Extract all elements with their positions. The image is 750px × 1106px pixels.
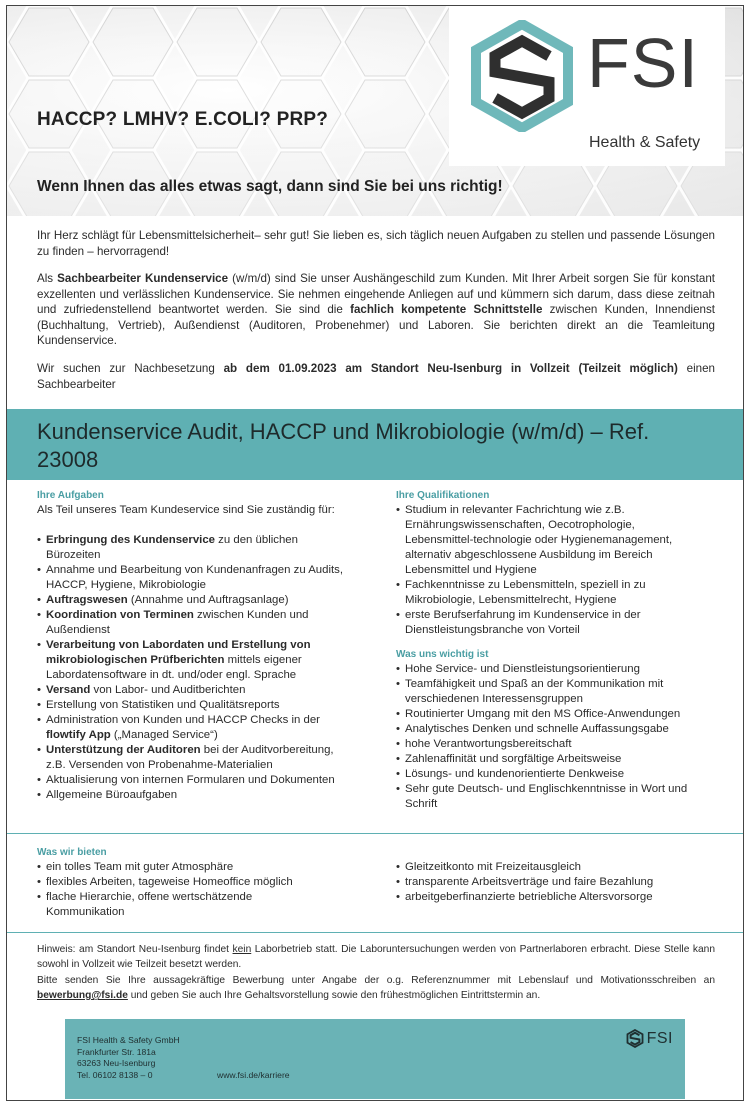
list-item-bold: Versand (46, 684, 91, 696)
list-item: • flexibles Arbeiten, tageweise Homeoffice möglich (37, 875, 327, 890)
list-item: • Lösungs- und kundenorientierte Denkweise (396, 767, 708, 782)
list-item: • Gleitzeitkonto mit Freizeitausgleich (396, 860, 716, 875)
company-street: Frankfurter Str. 181a (77, 1046, 156, 1057)
list-item-text: (Annahme und Auftragsanlage) (127, 594, 289, 606)
company-phone: Tel. 06102 8138 – 0 (77, 1069, 153, 1080)
list-item-bold: Koordination von Terminen (46, 609, 194, 621)
list-item: • Sehr gute Deutsch- und Englischkenntnisse in Wort und Schrift (396, 782, 708, 812)
company-name: FSI Health & Safety GmbH (77, 1035, 180, 1045)
list-item: • flache Hierarchie, offene wertschätzende Kommunikation (37, 890, 327, 920)
list-item (37, 713, 349, 743)
list-item (37, 788, 349, 803)
list-item (37, 608, 349, 638)
list-item: • transparente Arbeitsverträge und faire Bezahlung (396, 875, 716, 890)
hero-title: HACCP? LMHV? E.COLI? PRP? (37, 109, 329, 130)
list-item-text: („Managed Service“) (110, 729, 218, 741)
footer-logo (626, 1029, 673, 1048)
footer-logo-wordmark: FSI (646, 1029, 673, 1047)
list-item: • ein tolles Team mit guter Atmosphäre (37, 860, 327, 875)
email-link[interactable]: bewerbung@fsi.de (37, 990, 128, 1001)
section-divider (7, 833, 743, 834)
footer-box (65, 1019, 685, 1099)
qualifikationen-list (396, 503, 696, 638)
list-item: • Studium in relevanter Fachrichtung wie z.B. Ernährungswissenschaften, Oecotrophologie, Lebensmittel-technologie oder Hygienemanagement, alternativ abgeschlossene Ausbildung im Bereich Lebensmittel und Hygiene (396, 503, 696, 578)
list-item-text: Administration von Kunden und HACCP Checks in der (46, 714, 320, 726)
list-item: • Routinierter Umgang mit den MS Office-Anwendungen (396, 707, 708, 722)
company-address (77, 1035, 180, 1081)
list-item (37, 638, 349, 683)
list-item-text: Annahme und Bearbeitung von Kundenanfragen zu Audits, HACCP, Hygiene, Mikrobiologie (46, 564, 344, 591)
list-item-text: von Labor- und Auditberichten (90, 684, 246, 696)
bieten-list-left (37, 860, 327, 920)
wichtig-list (396, 662, 708, 812)
list-item-bold: Auftragswesen (46, 594, 128, 606)
list-item-text: Erstellung von Statistiken und Qualitätsreports (46, 699, 280, 711)
list-item-bold: Verarbeitung von Labordaten und Erstellung von mikrobiologischen Prüfberichten (46, 639, 311, 666)
list-item-text: zu den üblichen Bürozeiten (46, 534, 298, 561)
list-item-bold: Erbringung des Kundenservice (46, 534, 215, 546)
list-item-bold: Unterstützung der Auditoren (46, 744, 201, 756)
list-item-text: bei der Auditvorbereitung, z.B. Versenden von Probenahme-Materialien (46, 744, 334, 771)
list-item-text: Aktualisierung von internen Formularen und Dokumenten (46, 774, 335, 786)
job-posting (6, 5, 744, 1101)
section-divider-2 (7, 932, 743, 933)
company-city: 63263 Neu-Isenburg (77, 1058, 156, 1068)
list-item-text: mittels eigener Labordatensoftware in dt. und/oder engl. Sprache (46, 654, 302, 681)
section-heading-wichtig: Was uns wichtig ist (396, 649, 489, 660)
list-item: • Teamfähigkeit und Spaß an der Kommunikation mit verschiedenen Interessensgruppen (396, 677, 708, 707)
bieten-list-right (396, 860, 716, 905)
intro-paragraph-2: Als Sachbearbeiter Kundenservice (w/m/d) sind Sie unser Aushängeschild zum Kunden. Mit Ihrer Arbeit sorgen Sie für konstant exzellenten und verlässlichen Kundenservice. Sie nehmen eingehende Anliegen auf und kümmern sich darum, dass diese zeitnah und zufriedenstellend beantwortet werden. Sie sind die fachlich kompetente Schnittstelle zwischen Kunden, Innendienst (Buchhaltung, Vertrieb), Außendienst (Auditoren, Probenehmer) und Laboren. Sie berichten direkt an die Teamleitung Kundenservice. (37, 272, 716, 347)
list-item (37, 563, 349, 593)
job-title-band (7, 409, 743, 480)
aufgaben-list (37, 533, 349, 803)
list-item-text: Allgemeine Büroaufgaben (46, 789, 178, 801)
bewerbung-paragraph: Bitte senden Sie Ihre aussagekräftige Bewerbung unter Angabe der o.g. Referenznummer mit Lebenslauf und Motivationsschreiben an bewerbung@fsi.de und geben Sie auch Ihre Gehaltsvorstellung sowie den frühestmöglichen Eintrittstermin an. (37, 975, 715, 1001)
list-item-text: zwischen Kunden und Außendienst (46, 609, 309, 636)
list-item (37, 683, 349, 698)
career-url[interactable]: www.fsi.de/karriere (217, 1070, 290, 1080)
intro-paragraph-1: Ihr Herz schlägt für Lebensmittelsicherheit– sehr gut! Sie lieben es, sich täglich neuen Aufgaben zu stellen und passende Lösungen zu finden – hervorragend! (37, 229, 715, 258)
list-item: • erste Berufserfahrung im Kundenservice in der Dienstleistungsbranche von Vorteil (396, 608, 696, 638)
job-title: Kundenservice Audit, HACCP und Mikrobiologie (w/m/d) – Ref. 23008 (37, 419, 650, 472)
logo-wordmark: FSI (587, 24, 699, 102)
section-heading-aufgaben: Ihre Aufgaben (37, 490, 104, 501)
section-heading-bieten: Was wir bieten (37, 847, 107, 858)
list-item: • Zahlenaffinität und sorgfältige Arbeitsweise (396, 752, 708, 767)
section-heading-qualifikationen: Ihre Qualifikationen (396, 490, 490, 501)
hero-banner (7, 6, 743, 216)
logo-subtitle: Health & Safety (589, 134, 701, 151)
list-item (37, 533, 349, 563)
list-item (37, 773, 349, 788)
hexagon-s-logo-icon (467, 20, 577, 132)
intro-paragraph-3: Wir suchen zur Nachbesetzung ab dem 01.09.2023 am Standort Neu-Isenburg in Vollzeit (Teilzeit möglich) einen Sachbearbeiter (37, 362, 715, 391)
list-item (37, 698, 349, 713)
hexagon-s-logo-icon (626, 1029, 644, 1048)
list-item: • arbeitgeberfinanzierte betriebliche Altersvorsorge (396, 890, 716, 905)
hero-subtitle: Wenn Ihnen das alles etwas sagt, dann sind Sie bei uns richtig! (37, 178, 503, 195)
list-item (37, 593, 349, 608)
list-item: • hohe Verantwortungsbereitschaft (396, 737, 708, 752)
list-item: • Fachkenntnisse zu Lebensmitteln, speziell in zu Mikrobiologie, Lebensmittelrecht, Hygiene (396, 578, 696, 608)
aufgaben-intro: Als Teil unseres Team Kundeservice sind Sie zuständig für: (37, 504, 335, 516)
fsi-logo (449, 6, 725, 166)
hinweis-paragraph: Hinweis: am Standort Neu-Isenburg findet kein Laborbetrieb statt. Die Laboruntersuchungen werden von Partnerlaboren erbracht. Diese Stelle kann sowohl in Vollzeit wie Teilzeit besetzt werden. (37, 944, 715, 970)
list-item-bold: flowtify App (46, 729, 111, 741)
list-item: • Analytisches Denken und schnelle Auffassungsgabe (396, 722, 708, 737)
list-item: • Hohe Service- und Dienstleistungsorientierung (396, 662, 708, 677)
list-item (37, 743, 349, 773)
